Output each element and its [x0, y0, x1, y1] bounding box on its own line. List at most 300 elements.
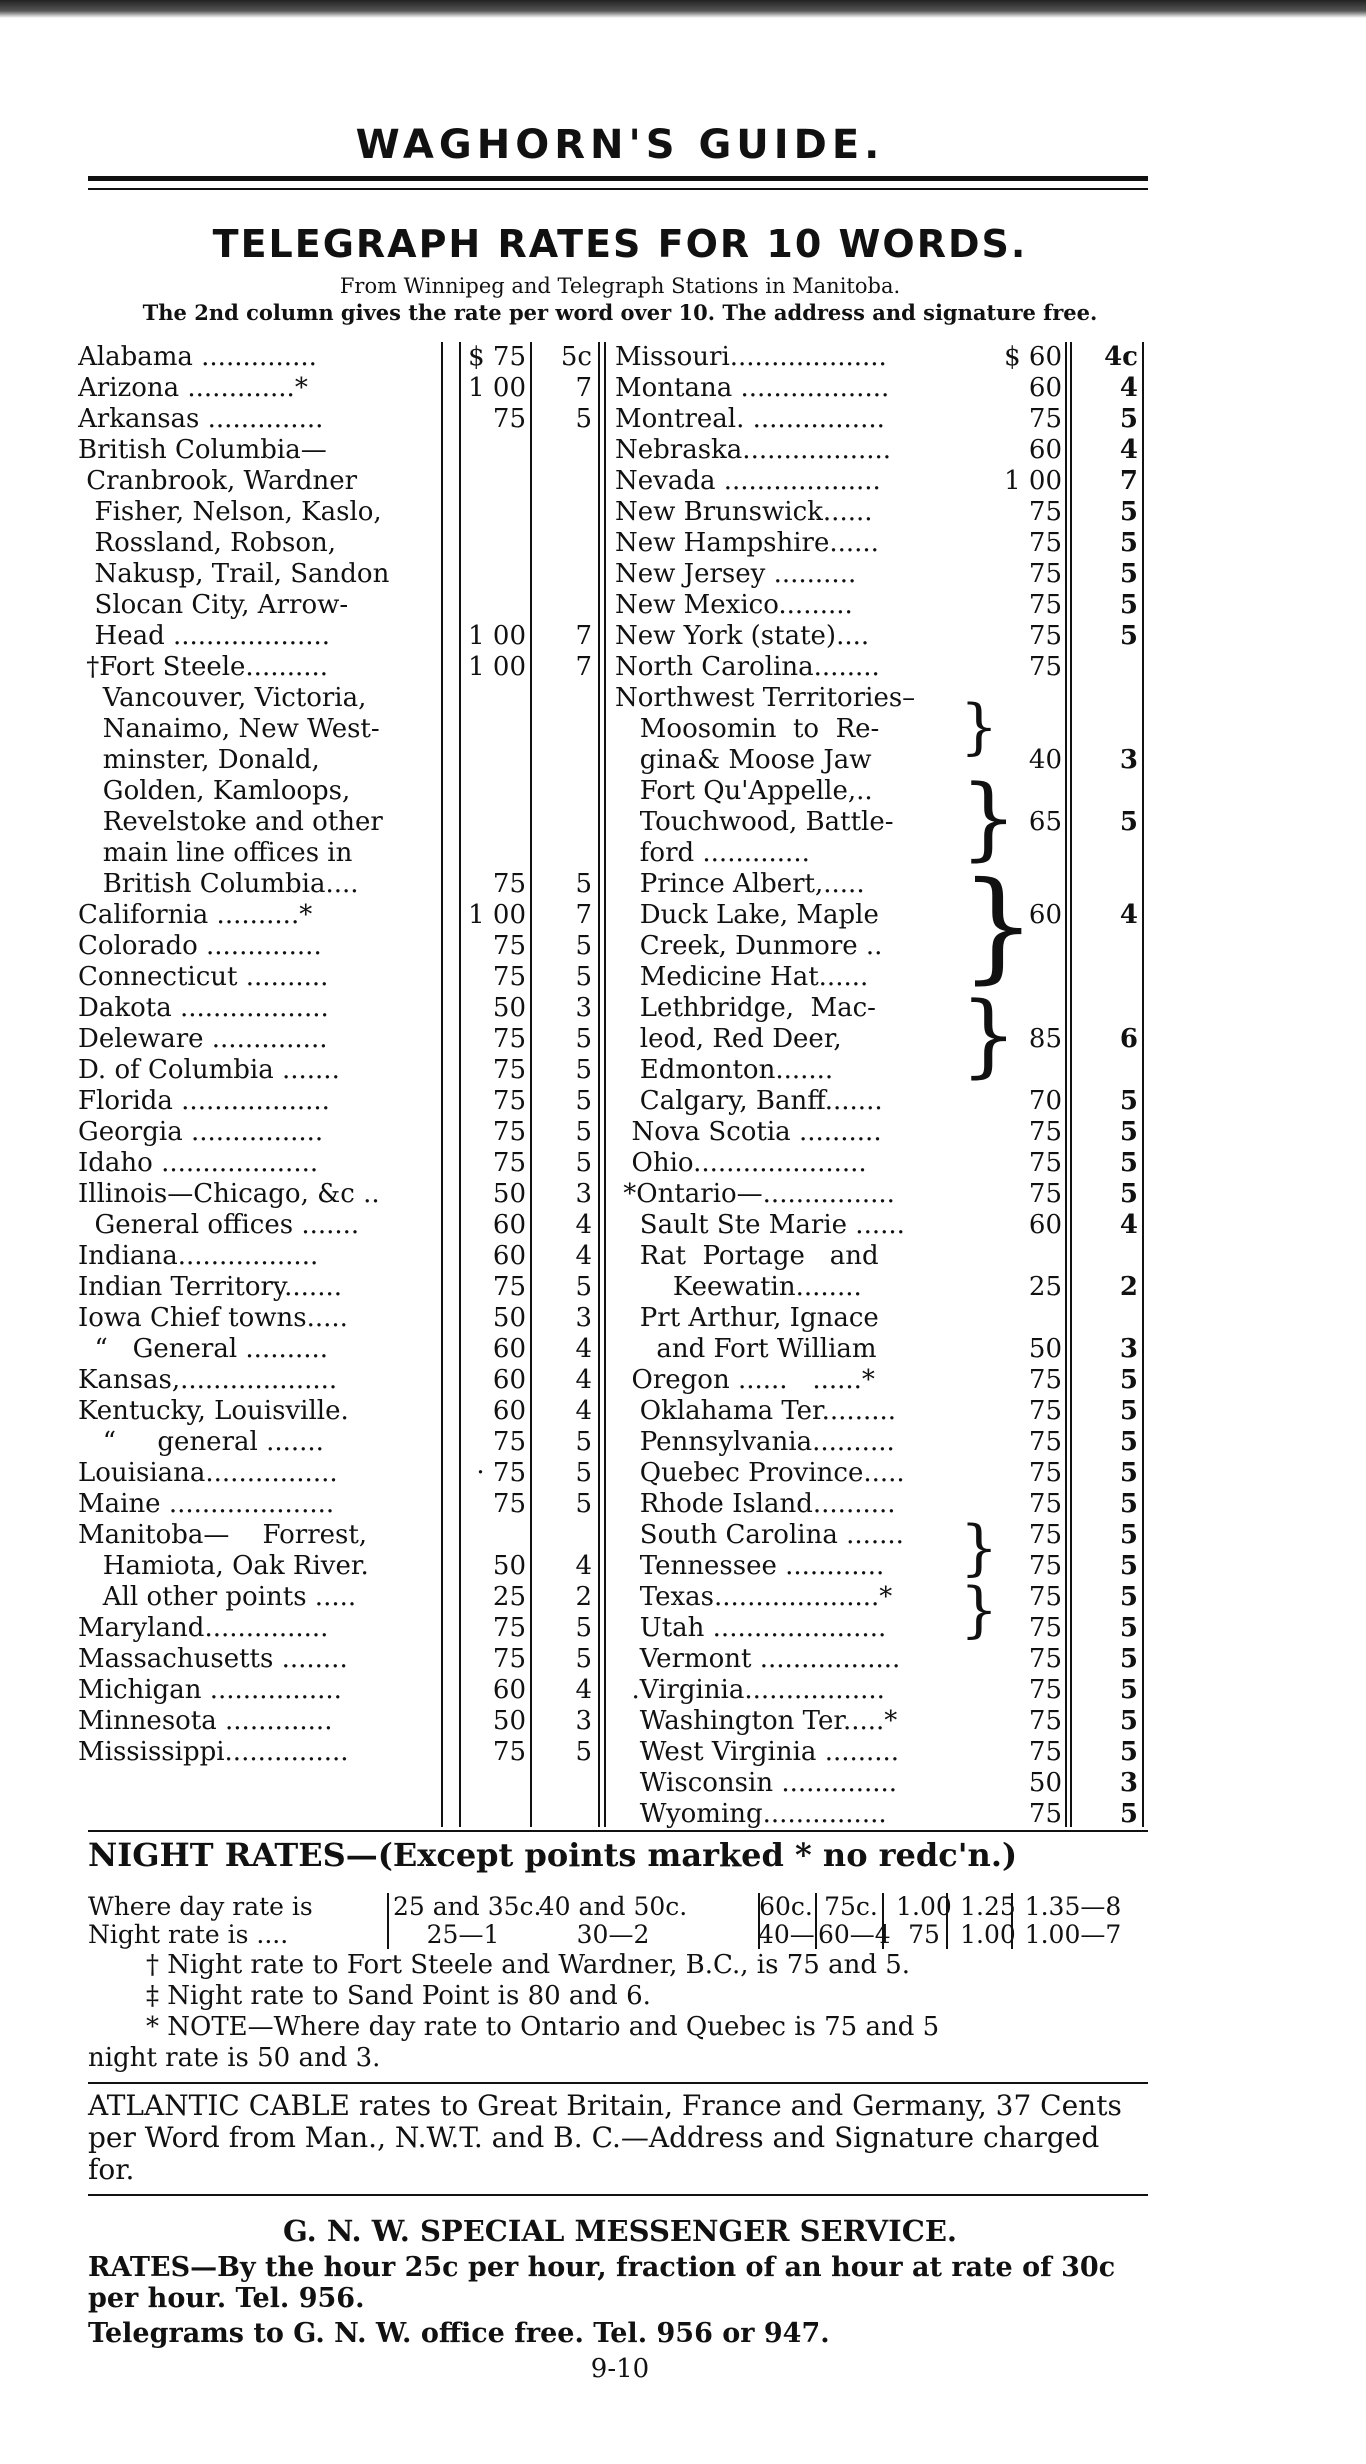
place-name: Alabama ..............: [78, 342, 317, 372]
per-word-rate: 4: [575, 1210, 592, 1240]
place-name: Manitoba— Forrest,: [78, 1520, 368, 1550]
rate-value: 1 00: [1004, 466, 1062, 496]
per-word-rate: 5: [1119, 1551, 1138, 1581]
place-name: Calgary, Banff.......: [615, 1086, 883, 1116]
page-top-edge: [0, 0, 1366, 18]
rate-value: 40: [1028, 745, 1062, 775]
place-name: Montreal. ................: [615, 404, 885, 434]
rate-row: [70, 1179, 1170, 1210]
per-word-rate: 5: [1119, 1737, 1138, 1767]
place-name: New York (state)....: [615, 621, 870, 651]
rate-value: 75: [1028, 621, 1062, 651]
per-word-rate: 5: [1119, 1613, 1138, 1643]
rate-row: [70, 1675, 1170, 1706]
cable-rule: [88, 2082, 1148, 2084]
rate-value: 50: [492, 1706, 526, 1736]
night-table-cell: 75: [908, 1920, 940, 1949]
messenger-heading: G. N. W. SPECIAL MESSENGER SERVICE.: [282, 2214, 958, 2248]
rate-row: [70, 373, 1170, 404]
place-name: Head ...................: [78, 621, 331, 651]
per-word-rate: 5: [1119, 1396, 1138, 1426]
rate-row: [70, 342, 1170, 373]
place-name: Nebraska..................: [615, 435, 892, 465]
night-table-cell: 60—4: [818, 1920, 891, 1949]
place-name: Quebec Province.....: [615, 1458, 905, 1488]
per-word-rate: 2: [575, 1582, 592, 1612]
night-table-divider: [758, 1893, 760, 1949]
rate-value: 75: [1028, 1458, 1062, 1488]
place-name: General offices .......: [78, 1210, 360, 1240]
rate-value: 75: [1028, 1148, 1062, 1178]
per-word-rate: 5: [1119, 1520, 1138, 1550]
place-name: Nevada ...................: [615, 466, 881, 496]
rate-value: 60: [1028, 435, 1062, 465]
place-name: Texas....................*: [615, 1582, 893, 1612]
per-word-rate: 5: [1119, 1675, 1138, 1705]
rate-row: [70, 404, 1170, 435]
per-word-rate: 3: [575, 993, 592, 1023]
per-word-rate: 3: [1119, 1768, 1138, 1798]
rate-value: 60: [492, 1675, 526, 1705]
place-name: Fisher, Nelson, Kaslo,: [78, 497, 382, 527]
rate-row: [70, 1644, 1170, 1675]
place-name: Illinois—Chicago, &c ..: [78, 1179, 380, 1209]
place-name: Vancouver, Victoria,: [78, 683, 367, 713]
brace-mark: }: [960, 692, 999, 762]
per-word-rate: 3: [575, 1706, 592, 1736]
place-name: Colorado ..............: [78, 931, 322, 961]
per-word-rate: 5: [1119, 1117, 1138, 1147]
rate-value: 60: [1028, 900, 1062, 930]
place-name: South Carolina .......: [615, 1520, 904, 1550]
rate-value: 75: [1028, 1644, 1062, 1674]
place-name: All other points .....: [78, 1582, 357, 1612]
place-name: gina& Moose Jaw: [615, 745, 872, 775]
rate-value: 50: [1028, 1768, 1062, 1798]
rate-value: 85: [1028, 1024, 1062, 1054]
place-name: Touchwood, Battle-: [615, 807, 894, 837]
per-word-rate: 2: [1119, 1272, 1138, 1302]
per-word-rate: 4: [575, 1334, 592, 1364]
place-name: Slocan City, Arrow-: [78, 590, 349, 620]
place-name: Deleware ..............: [78, 1024, 328, 1054]
place-name: British Columbia—: [78, 435, 327, 465]
night-table-cell: 1.00: [896, 1892, 952, 1921]
brace-mark: }: [960, 1513, 999, 1583]
place-name: New Hampshire......: [615, 528, 879, 558]
per-word-rate: 5: [1119, 1365, 1138, 1395]
rate-row: [70, 1334, 1170, 1365]
place-name: New Brunswick......: [615, 497, 873, 527]
night-table-divider: [882, 1893, 884, 1949]
night-note: * NOTE—Where day rate to Ontario and Quebec is 75 and 5: [146, 2012, 940, 2042]
place-name: .Virginia.................: [615, 1675, 885, 1705]
rate-row: [70, 1613, 1170, 1644]
rate-value: 60: [1028, 1210, 1062, 1240]
rate-value: 75: [492, 869, 526, 899]
rate-value: 25: [492, 1582, 526, 1612]
per-word-rate: 5: [1119, 1458, 1138, 1488]
night-table-cell: 40—: [758, 1920, 815, 1949]
place-name: Kansas,...................: [78, 1365, 338, 1395]
night-table-divider: [387, 1893, 389, 1949]
per-word-rate: 5: [575, 869, 592, 899]
rate-value: 75: [492, 1427, 526, 1457]
place-name: Washington Ter.....*: [615, 1706, 898, 1736]
messenger-rates: RATES—By the hour 25c per hour, fraction of an hour at rate of 30c per hour. Tel. 956.: [88, 2252, 1116, 2314]
place-name: Minnesota .............: [78, 1706, 333, 1736]
per-word-rate: 5: [1119, 807, 1138, 837]
place-name: Golden, Kamloops,: [78, 776, 351, 806]
per-word-rate: 5: [575, 1148, 592, 1178]
rate-value: 60: [492, 1210, 526, 1240]
per-word-rate: 5: [575, 1644, 592, 1674]
per-word-rate: 5: [575, 1024, 592, 1054]
rate-row: [70, 559, 1170, 590]
night-table-cell: 1.00: [960, 1920, 1016, 1949]
per-word-rate: 5: [1119, 559, 1138, 589]
rate-value: 75: [1028, 1117, 1062, 1147]
place-name: †Fort Steele..........: [78, 652, 329, 682]
rate-value: 50: [492, 1179, 526, 1209]
rate-value: 75: [1028, 652, 1062, 682]
brace-mark: }: [960, 766, 1018, 871]
night-table-divider: [815, 1893, 817, 1949]
place-name: Indiana.................: [78, 1241, 319, 1271]
rate-value: 50: [492, 993, 526, 1023]
per-word-rate: 5: [1119, 1148, 1138, 1178]
night-table-cell: 30—2: [576, 1920, 650, 1949]
rate-row: [70, 497, 1170, 528]
per-word-rate: 3: [1119, 1334, 1138, 1364]
per-word-rate: 6: [1119, 1024, 1138, 1054]
rate-value: 75: [492, 1272, 526, 1302]
rate-value: 50: [492, 1303, 526, 1333]
rate-row: [70, 683, 1170, 714]
place-name: Northwest Territories–: [615, 683, 916, 713]
rate-value: 75: [492, 1086, 526, 1116]
place-name: Oregon ...... ......*: [615, 1365, 875, 1395]
rate-value: 75: [1028, 1799, 1062, 1829]
per-word-rate: 5: [1119, 1582, 1138, 1612]
rate-value: 75: [1028, 404, 1062, 434]
rate-row: [70, 1148, 1170, 1179]
per-word-rate: 5: [575, 1272, 592, 1302]
subtitle: From Winnipeg and Telegraph Stations in Manitoba.: [339, 274, 901, 298]
place-name: New Mexico.........: [615, 590, 853, 620]
place-name: Creek, Dunmore ..: [615, 931, 883, 961]
place-name: Wisconsin ..............: [615, 1768, 898, 1798]
rate-value: 75: [492, 1489, 526, 1519]
rate-value: 75: [1028, 497, 1062, 527]
per-word-rate: 5: [575, 1737, 592, 1767]
per-word-rate: 3: [575, 1179, 592, 1209]
rate-value: 75: [1028, 590, 1062, 620]
rate-value: 25: [1028, 1272, 1062, 1302]
place-name: British Columbia....: [78, 869, 359, 899]
night-table-cell: 60c.: [759, 1892, 813, 1921]
per-word-rate: 7: [575, 900, 592, 930]
place-name: *Ontario—................: [615, 1179, 895, 1209]
rate-value: 75: [1028, 1706, 1062, 1736]
rate-value: 60: [1028, 373, 1062, 403]
place-name: leod, Red Deer,: [615, 1024, 842, 1054]
place-name: Fort Qu'Appelle,..: [615, 776, 873, 806]
rate-value: 50: [1028, 1334, 1062, 1364]
rate-row: [70, 1551, 1170, 1582]
place-name: “ General ..........: [78, 1334, 329, 1364]
place-name: Keewatin........: [615, 1272, 862, 1302]
place-name: Sault Ste Marie ......: [615, 1210, 905, 1240]
rate-row: [70, 466, 1170, 497]
rate-row: [70, 1458, 1170, 1489]
day-rate-label: Where day rate is: [88, 1892, 313, 1921]
rate-row: [70, 621, 1170, 652]
place-name: Maryland...............: [78, 1613, 329, 1643]
rate-value: 65: [1028, 807, 1062, 837]
rate-value: 75: [1028, 1489, 1062, 1519]
rate-row: [70, 1706, 1170, 1737]
per-word-rate: 3: [575, 1303, 592, 1333]
night-note: † Night rate to Fort Steele and Wardner, B.C., is 75 and 5.: [146, 1950, 911, 1980]
per-word-rate: 5: [575, 1117, 592, 1147]
place-name: Duck Lake, Maple: [615, 900, 879, 930]
place-name: Cranbrook, Wardner: [78, 466, 358, 496]
place-name: Moosomin to Re-: [615, 714, 880, 744]
place-name: Idaho ...................: [78, 1148, 319, 1178]
place-name: Edmonton.......: [615, 1055, 834, 1085]
rate-value: 75: [1028, 1613, 1062, 1643]
place-name: Oklahama Ter.........: [615, 1396, 897, 1426]
night-table-cell: 75c.: [824, 1892, 878, 1921]
per-word-rate: 4: [575, 1396, 592, 1426]
per-word-rate: 3: [1119, 745, 1138, 775]
per-word-rate: 5: [1119, 528, 1138, 558]
place-name: Massachusetts ........: [78, 1644, 348, 1674]
place-name: Missouri...................: [615, 342, 887, 372]
brace-mark: }: [960, 983, 1018, 1088]
place-name: Arizona .............*: [78, 373, 308, 403]
night-table-cell: 1.25: [960, 1892, 1016, 1921]
rate-value: $ 60: [1004, 342, 1062, 372]
messenger-rule: [88, 2194, 1148, 2196]
rate-value: 75: [492, 1117, 526, 1147]
rates-table: [70, 342, 1170, 1827]
place-name: Kentucky, Louisville.: [78, 1396, 349, 1426]
place-name: New Jersey ..........: [615, 559, 857, 589]
rate-value: 60: [492, 1365, 526, 1395]
place-name: Florida ..................: [78, 1086, 330, 1116]
rate-row: [70, 1210, 1170, 1241]
place-name: Iowa Chief towns.....: [78, 1303, 348, 1333]
per-word-rate: 5: [575, 962, 592, 992]
rate-value: 75: [1028, 1675, 1062, 1705]
night-rate-row: [88, 1921, 1148, 1949]
per-word-rate: 5: [575, 1055, 592, 1085]
rate-row: [70, 1303, 1170, 1334]
rate-value: 1 00: [468, 621, 526, 651]
place-name: main line offices in: [78, 838, 353, 868]
place-name: Lethbridge, Mac-: [615, 993, 876, 1023]
rate-row: [70, 1272, 1170, 1303]
rate-row: [70, 1768, 1170, 1799]
column-note: The 2nd column gives the rate per word over 10. The address and signature free.: [142, 300, 1098, 325]
rate-row: [70, 1520, 1170, 1551]
rate-value: 75: [492, 1024, 526, 1054]
rate-row: [70, 528, 1170, 559]
night-rule: [88, 1830, 1148, 1832]
place-name: Pennsylvania..........: [615, 1427, 895, 1457]
rate-value: · 75: [476, 1458, 526, 1488]
rate-value: $ 75: [468, 342, 526, 372]
per-word-rate: 5c: [560, 342, 592, 372]
night-rates-heading: NIGHT RATES—(Except points marked * no redc'n.): [88, 1836, 1018, 1874]
rate-value: 75: [1028, 1365, 1062, 1395]
night-table-cell: 40 and 50c.: [538, 1892, 688, 1921]
place-name: Arkansas ..............: [78, 404, 324, 434]
per-word-rate: 4: [1119, 900, 1138, 930]
rate-value: 1 00: [468, 900, 526, 930]
place-name: and Fort William: [615, 1334, 877, 1364]
per-word-rate: 4: [1119, 373, 1138, 403]
place-name: Prt Arthur, Ignace: [615, 1303, 879, 1333]
place-name: Michigan ................: [78, 1675, 342, 1705]
night-table-divider: [946, 1893, 948, 1949]
rate-row: [70, 1117, 1170, 1148]
rate-value: 75: [492, 1644, 526, 1674]
place-name: Connecticut ..........: [78, 962, 329, 992]
place-name: Georgia ................: [78, 1117, 324, 1147]
place-name: D. of Columbia .......: [78, 1055, 340, 1085]
place-name: Medicine Hat......: [615, 962, 869, 992]
rate-value: 75: [492, 1737, 526, 1767]
rate-value: 50: [492, 1551, 526, 1581]
rate-row: [70, 590, 1170, 621]
per-word-rate: 5: [575, 1427, 592, 1457]
per-word-rate: 5: [1119, 1179, 1138, 1209]
place-name: Vermont .................: [615, 1644, 901, 1674]
place-name: California ..........*: [78, 900, 313, 930]
atlantic-cable-paragraph: ATLANTIC CABLE rates to Great Britain, France and Germany, 37 Cents per Word from Man., N.W.T. and B. C.—Address and Signature charged for.: [88, 2089, 1122, 2186]
place-name: Rossland, Robson,: [78, 528, 337, 558]
place-name: Dakota ..................: [78, 993, 329, 1023]
rate-value: 75: [1028, 528, 1062, 558]
per-word-rate: 5: [575, 404, 592, 434]
place-name: Nanaimo, New West-: [78, 714, 380, 744]
rate-value: 75: [492, 1055, 526, 1085]
rate-value: 75: [492, 1613, 526, 1643]
per-word-rate: 5: [575, 1489, 592, 1519]
place-name: Montana ..................: [615, 373, 890, 403]
rate-value: 60: [492, 1396, 526, 1426]
per-word-rate: 5: [575, 1458, 592, 1488]
per-word-rate: 5: [1119, 1706, 1138, 1736]
per-word-rate: 4: [1119, 435, 1138, 465]
rate-value: 75: [1028, 559, 1062, 589]
per-word-rate: 5: [1119, 1644, 1138, 1674]
brace-mark: }: [960, 1575, 999, 1645]
per-word-rate: 5: [1119, 590, 1138, 620]
place-name: West Virginia .........: [615, 1737, 900, 1767]
place-name: Hamiota, Oak River.: [78, 1551, 369, 1581]
per-word-rate: 4c: [1104, 342, 1138, 372]
place-name: Nova Scotia ..........: [615, 1117, 882, 1147]
per-word-rate: 5: [575, 1613, 592, 1643]
per-word-rate: 4: [1119, 1210, 1138, 1240]
place-name: Mississippi...............: [78, 1737, 349, 1767]
rate-value: 75: [492, 404, 526, 434]
rate-row: [70, 1799, 1170, 1830]
place-name: ford .............: [615, 838, 810, 868]
rate-row: [70, 1737, 1170, 1768]
rate-value: 70: [1028, 1086, 1062, 1116]
rate-value: 75: [1028, 1582, 1062, 1612]
night-table-cell: 25 and 35c.: [393, 1892, 542, 1921]
per-word-rate: 7: [575, 652, 592, 682]
per-word-rate: 7: [575, 373, 592, 403]
rate-value: 60: [492, 1241, 526, 1271]
per-word-rate: 5: [1119, 497, 1138, 527]
place-name: “ general .......: [78, 1427, 324, 1457]
night-table-cell: 25—1: [426, 1920, 500, 1949]
rate-row: [70, 1086, 1170, 1117]
place-name: Nakusp, Trail, Sandon: [78, 559, 390, 589]
header-rule-thick: [88, 176, 1148, 181]
place-name: Ohio.....................: [615, 1148, 867, 1178]
rate-row: [70, 652, 1170, 683]
place-name: Louisiana................: [78, 1458, 338, 1488]
brace-mark: }: [960, 857, 1037, 996]
per-word-rate: 4: [575, 1675, 592, 1705]
per-word-rate: 5: [1119, 1086, 1138, 1116]
rate-value: 75: [1028, 1179, 1062, 1209]
rate-value: 75: [1028, 1396, 1062, 1426]
per-word-rate: 5: [575, 931, 592, 961]
page-number: 9-10: [590, 2354, 650, 2384]
rate-value: 1 00: [468, 652, 526, 682]
night-table-cell: 1.00—7: [1024, 1920, 1122, 1949]
per-word-rate: 4: [575, 1365, 592, 1395]
night-table-divider: [1011, 1893, 1013, 1949]
per-word-rate: 5: [575, 1086, 592, 1116]
per-word-rate: 5: [1119, 404, 1138, 434]
place-name: Revelstoke and other: [78, 807, 383, 837]
place-name: Rhode Island..........: [615, 1489, 896, 1519]
rate-value: 75: [492, 962, 526, 992]
place-name: Tennessee ............: [615, 1551, 885, 1581]
per-word-rate: 5: [1119, 1427, 1138, 1457]
place-name: Indian Territory.......: [78, 1272, 342, 1302]
rate-row: [70, 1489, 1170, 1520]
rate-value: 1 00: [468, 373, 526, 403]
rate-value: 75: [1028, 1520, 1062, 1550]
per-word-rate: 4: [575, 1241, 592, 1271]
night-note: ‡ Night rate to Sand Point is 80 and 6.: [146, 1981, 651, 2011]
guide-title: WAGHORN'S GUIDE.: [355, 122, 885, 168]
rate-value: 75: [1028, 1427, 1062, 1457]
per-word-rate: 5: [1119, 1489, 1138, 1519]
place-name: minster, Donald,: [78, 745, 320, 775]
place-name: North Carolina........: [615, 652, 880, 682]
page-title: TELEGRAPH RATES FOR 10 WORDS.: [212, 222, 1028, 266]
per-word-rate: 7: [1119, 466, 1138, 496]
place-name: Rat Portage and: [615, 1241, 879, 1271]
place-name: Maine ....................: [78, 1489, 335, 1519]
rate-row: [70, 435, 1170, 466]
place-name: Wyoming...............: [615, 1799, 887, 1829]
night-rate-label: Night rate is ....: [88, 1920, 289, 1949]
day-rate-row: [88, 1893, 1148, 1921]
